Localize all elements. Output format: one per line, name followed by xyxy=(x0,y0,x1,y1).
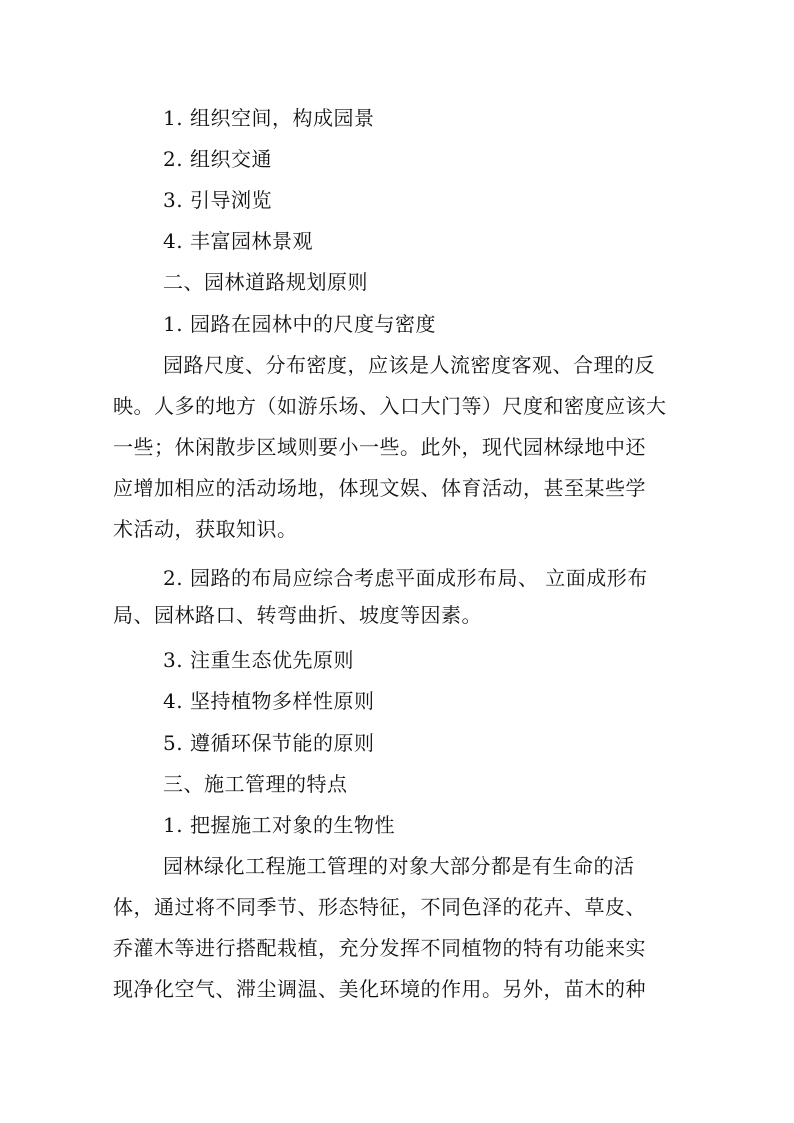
heading-ecology-first: 3. 注重生态优先原则 xyxy=(163,648,354,672)
paragraph-line: 2. 园路的布局应综合考虑平面成形布局、 立面成形布 xyxy=(163,566,648,590)
heading-organize-traffic: 2. 组织交通 xyxy=(163,147,272,171)
heading-plant-diversity: 4. 坚持植物多样性原则 xyxy=(163,689,375,713)
paragraph-line: 一些；休闲散步区域则要小一些。此外，现代园林绿地中还 xyxy=(113,435,646,459)
paragraph-line: 乔灌木等进行搭配栽植，充分发挥不同植物的特有功能来实 xyxy=(113,936,646,960)
heading-enrich-landscape: 4. 丰富园林景观 xyxy=(163,229,313,253)
paragraph-line: 局、园林路口、转弯曲折、坡度等因素。 xyxy=(113,603,482,627)
heading-scale-density: 1. 园路在园林中的尺度与密度 xyxy=(163,312,436,336)
heading-energy-saving: 5. 遵循环保节能的原则 xyxy=(163,731,375,755)
heading-biological-nature: 1. 把握施工对象的生物性 xyxy=(163,813,395,837)
paragraph-line: 映。人多的地方（如游乐场、入口大门等）尺度和密度应该大 xyxy=(113,394,667,418)
paragraph-line: 园林绿化工程施工管理的对象大部分都是有生命的活 xyxy=(163,854,635,878)
paragraph-line: 应增加相应的活动场地，体现文娱、体育活动，甚至某些学 xyxy=(113,476,646,500)
paragraph-line: 体，通过将不同季节、形态特征，不同色泽的花卉、草皮、 xyxy=(113,895,646,919)
heading-organize-space: 1. 组织空间，构成园景 xyxy=(163,106,375,130)
paragraph-line: 术活动，获取知识。 xyxy=(113,517,298,541)
paragraph-line: 现净化空气、滞尘调温、美化环境的作用。另外，苗木的种 xyxy=(113,977,646,1001)
section-heading-planning-principles: 二、园林道路规划原则 xyxy=(163,270,368,294)
section-heading-construction-management: 三、施工管理的特点 xyxy=(163,772,348,796)
heading-guide-browsing: 3. 引导浏览 xyxy=(163,188,272,212)
paragraph-line: 园路尺度、分布密度，应该是人流密度客观、合理的反 xyxy=(163,353,655,377)
